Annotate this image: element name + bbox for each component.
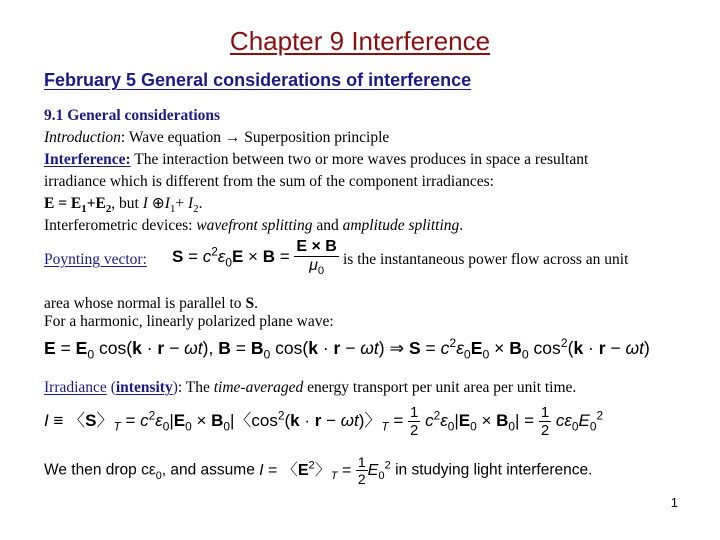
not-equal-symbol: ⊕ <box>151 195 165 212</box>
drop-constants-line <box>44 454 592 487</box>
interference-line-2: irradiance which is different from the sum of the component irradiances: <box>44 173 494 190</box>
interference-text: The interaction between two or more waves produces in space a resultant <box>130 151 589 168</box>
i-plus: + <box>175 195 188 212</box>
irradiance-line <box>44 378 576 398</box>
superposition-text: Superposition principle <box>240 129 390 146</box>
poynting-text2: area whose normal is parallel to <box>44 295 246 312</box>
e-sum-sub2: 2 <box>105 203 112 216</box>
page-number: 1 <box>670 495 678 510</box>
poynting-equation: $S = c^2\varepsilon_0E \times B$ = $\frac{E \times B}{\mu_0}$ <box>172 238 337 278</box>
i1: I <box>164 195 170 212</box>
section-heading: 9.1 General considerations <box>44 107 221 124</box>
intro-label: Introduction <box>44 129 121 146</box>
devices-period: . <box>459 217 464 234</box>
irradiance-label: Irradiance <box>44 379 107 396</box>
drop-text-prefix: We then drop cε <box>44 461 156 479</box>
time-averaged: time-averaged <box>213 379 304 396</box>
poynting-text-2 <box>44 294 258 314</box>
e-but: , but <box>111 195 143 212</box>
irradiance-text2: energy transport per unit area per unit time. <box>303 379 577 396</box>
devices-and: and <box>312 217 343 234</box>
devices-line <box>44 216 463 236</box>
intro-line <box>44 128 389 148</box>
irradiance-equation: I ≡ 〈S〉$_T = c^2\varepsilon_0|E_0 \times B_0|$〈$\cos^2(k \cdot r - \omega t)$〉$_T$ = $\frac{1}{2}$ $c^2\varepsilon_0|E_0 \times B_0|$ = $\frac{1}{2}$ $c\varepsilon_0E_0^2$ <box>44 404 604 439</box>
interference-line <box>44 150 684 170</box>
paren-close: ) <box>172 379 178 396</box>
e-sum-sub1: 1 <box>81 203 87 216</box>
irradiance-text1: : The <box>177 379 214 396</box>
i1-sub: 1 <box>169 203 176 216</box>
e-sum-line <box>44 194 202 214</box>
slide-title: Chapter 9 Interference <box>229 26 491 56</box>
paren-open: ( <box>106 379 116 396</box>
e-sum: E = E <box>44 195 82 212</box>
amplitude-text: amplitude splitting <box>342 217 460 234</box>
intensity-label: intensity <box>115 379 173 396</box>
wavefront-text: wavefront splitting <box>196 217 313 234</box>
e-sum-plus: +E <box>86 195 106 212</box>
plane-wave-equation: $E = E_0$ cos(k · r − ωt), $B = B_0$ cos(k · r − ωt) ⇒ $S = c^2\varepsilon_0E_0 \times B_0$ $\cos^2(k \cdot r - \omega t)$ <box>44 336 650 362</box>
i2-sub: 2 <box>193 203 199 216</box>
i2: I <box>187 195 194 212</box>
interference-label: Interference: <box>44 151 131 168</box>
period: . <box>198 195 203 212</box>
drop-text-end: in studying light interference. <box>390 461 593 479</box>
slide-subtitle: February 5 General considerations of interference <box>44 70 472 90</box>
drop-text-mid: , and assume <box>161 461 260 479</box>
poynting-text: is the instantaneous power flow across an unit <box>343 251 629 268</box>
poynting-label: Poynting vector: <box>44 251 147 268</box>
devices-prefix: Interferometric devices: <box>44 217 197 234</box>
i-total: I <box>142 195 152 212</box>
poynting-s: S <box>245 295 255 312</box>
assume-equation: I = 〈$E^2$〉$_T$ = $\frac{1}{2}$ $E_0^2$ <box>259 454 391 487</box>
intro-text: : Wave equation <box>120 129 225 146</box>
drop-text-sub: 0 <box>155 469 162 482</box>
arrow-icon: → <box>224 129 241 146</box>
harmonic-text: For a harmonic, linearly polarized plane wave: <box>44 313 334 330</box>
poynting-text2-end: . <box>254 295 258 312</box>
